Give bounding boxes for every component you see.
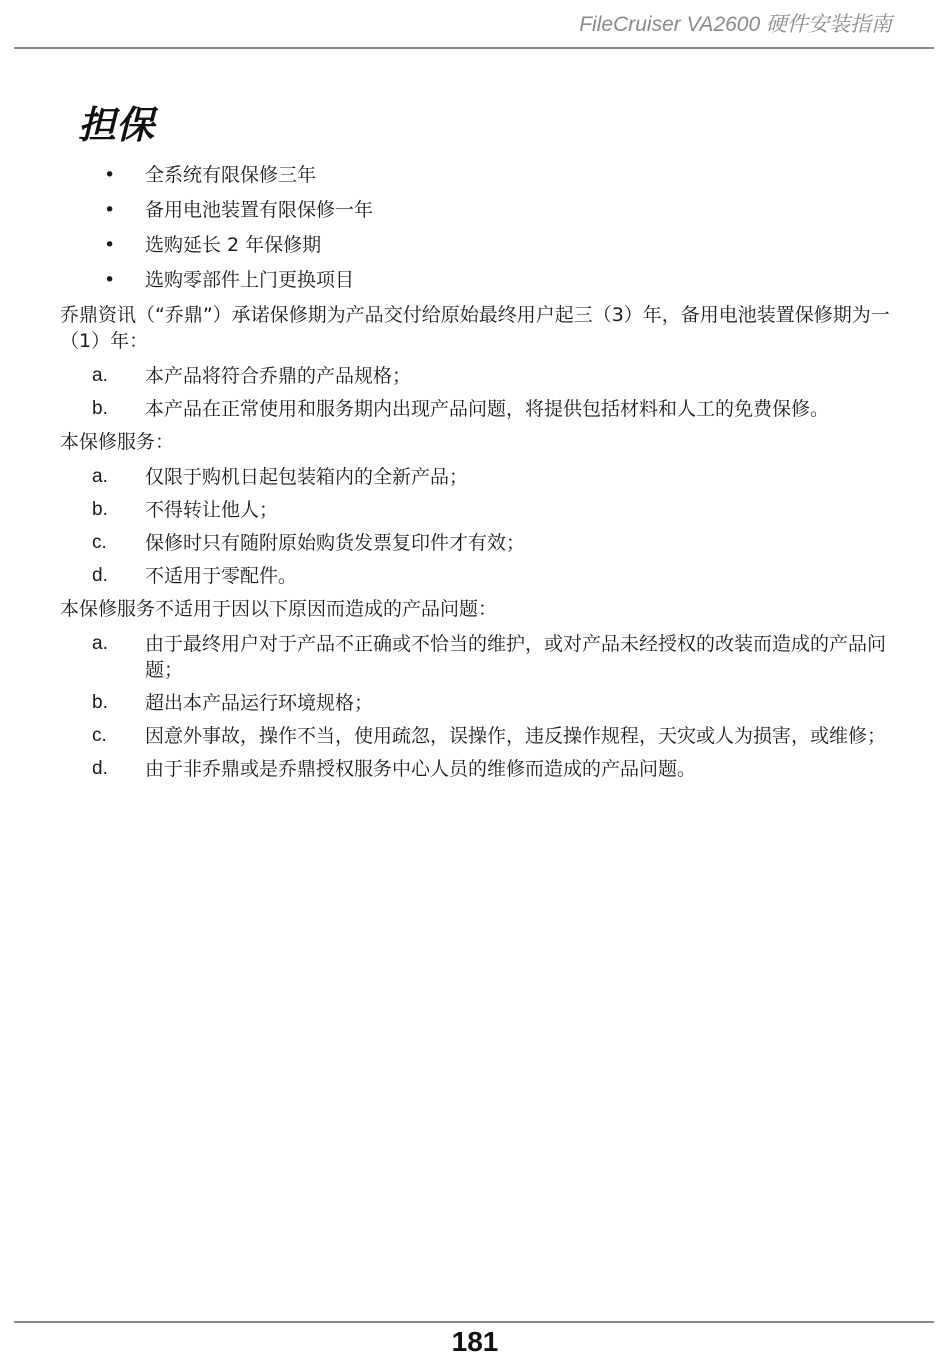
- bullet-text: 备用电池装置有限保修一年: [145, 199, 374, 221]
- exclusion-list: [60, 631, 890, 782]
- bullet-text: 选购零部件上门更换项目: [145, 269, 355, 291]
- service-heading: 本保修服务：: [60, 431, 175, 453]
- list-item: [60, 530, 890, 556]
- list-marker: c.: [92, 532, 107, 553]
- bullet-icon: •: [104, 269, 116, 291]
- page-number: 181: [451, 1326, 499, 1357]
- list-item-text: 保修时只有随附原始购货发票复印件才有效；: [145, 532, 526, 554]
- list-item: [60, 232, 890, 258]
- commitment-list: [60, 363, 890, 422]
- exclusion-heading: 本保修服务不适用于因以下原因而造成的产品问题：: [60, 598, 498, 620]
- list-item: [60, 631, 890, 683]
- list-item-text: 由于最终用户对于产品不正确或不恰当的维护，或对产品未经授权的改装而造成的产品问题；: [145, 633, 887, 681]
- list-item-text: 仅限于购机日起包装箱内的全新产品；: [145, 466, 469, 488]
- list-item: [60, 723, 890, 749]
- warranty-summary-list: [60, 162, 890, 293]
- list-item: [60, 267, 890, 293]
- list-marker: b.: [92, 692, 108, 713]
- list-marker: d.: [92, 565, 108, 586]
- list-marker: a.: [92, 633, 108, 654]
- list-item-text: 本产品将符合乔鼎的产品规格；: [145, 365, 412, 387]
- header-divider: [14, 47, 934, 49]
- list-item: [60, 690, 890, 716]
- bullet-text: 全系统有限保修三年: [145, 164, 317, 186]
- list-marker: b.: [92, 499, 108, 520]
- footer-divider: [14, 1321, 934, 1323]
- list-item-text: 本产品在正常使用和服务期内出现产品问题，将提供包括材料和人工的免费保修。: [145, 398, 830, 420]
- document-header-title: FileCruiser VA2600 硬件安装指南: [579, 13, 892, 36]
- list-item: [60, 756, 890, 782]
- list-item-text: 超出本产品运行环境规格；: [145, 692, 374, 714]
- list-item: [60, 363, 890, 389]
- list-item: [60, 396, 890, 422]
- list-item: [60, 563, 890, 589]
- bullet-text: 选购延长 2 年保修期: [145, 234, 322, 256]
- list-marker: a.: [92, 466, 108, 487]
- list-item: [60, 497, 890, 523]
- warranty-intro-paragraph: 乔鼎资讯（“乔鼎”）承诺保修期为产品交付给原始最终用户起三（3）年，备用电池装置保修期为一（1）年：: [60, 304, 890, 352]
- list-item: [60, 197, 890, 223]
- list-item-text: 因意外事故，操作不当，使用疏忽，误操作，违反操作规程，天灾或人为损害，或维修；: [145, 725, 887, 747]
- bullet-icon: •: [104, 164, 116, 186]
- bullet-icon: •: [104, 234, 116, 256]
- page-title: 担保: [78, 102, 155, 147]
- list-marker: b.: [92, 398, 108, 419]
- list-marker: d.: [92, 758, 108, 779]
- list-marker: c.: [92, 725, 107, 746]
- list-item-text: 不得转让他人；: [145, 499, 279, 521]
- service-terms-list: [60, 464, 890, 589]
- list-item: [60, 162, 890, 188]
- list-marker: a.: [92, 365, 108, 386]
- list-item: [60, 464, 890, 490]
- list-item-text: 不适用于零配件。: [145, 565, 298, 587]
- bullet-icon: •: [104, 199, 116, 221]
- list-item-text: 由于非乔鼎或是乔鼎授权服务中心人员的维修而造成的产品问题。: [145, 758, 697, 780]
- page-content: [60, 162, 890, 789]
